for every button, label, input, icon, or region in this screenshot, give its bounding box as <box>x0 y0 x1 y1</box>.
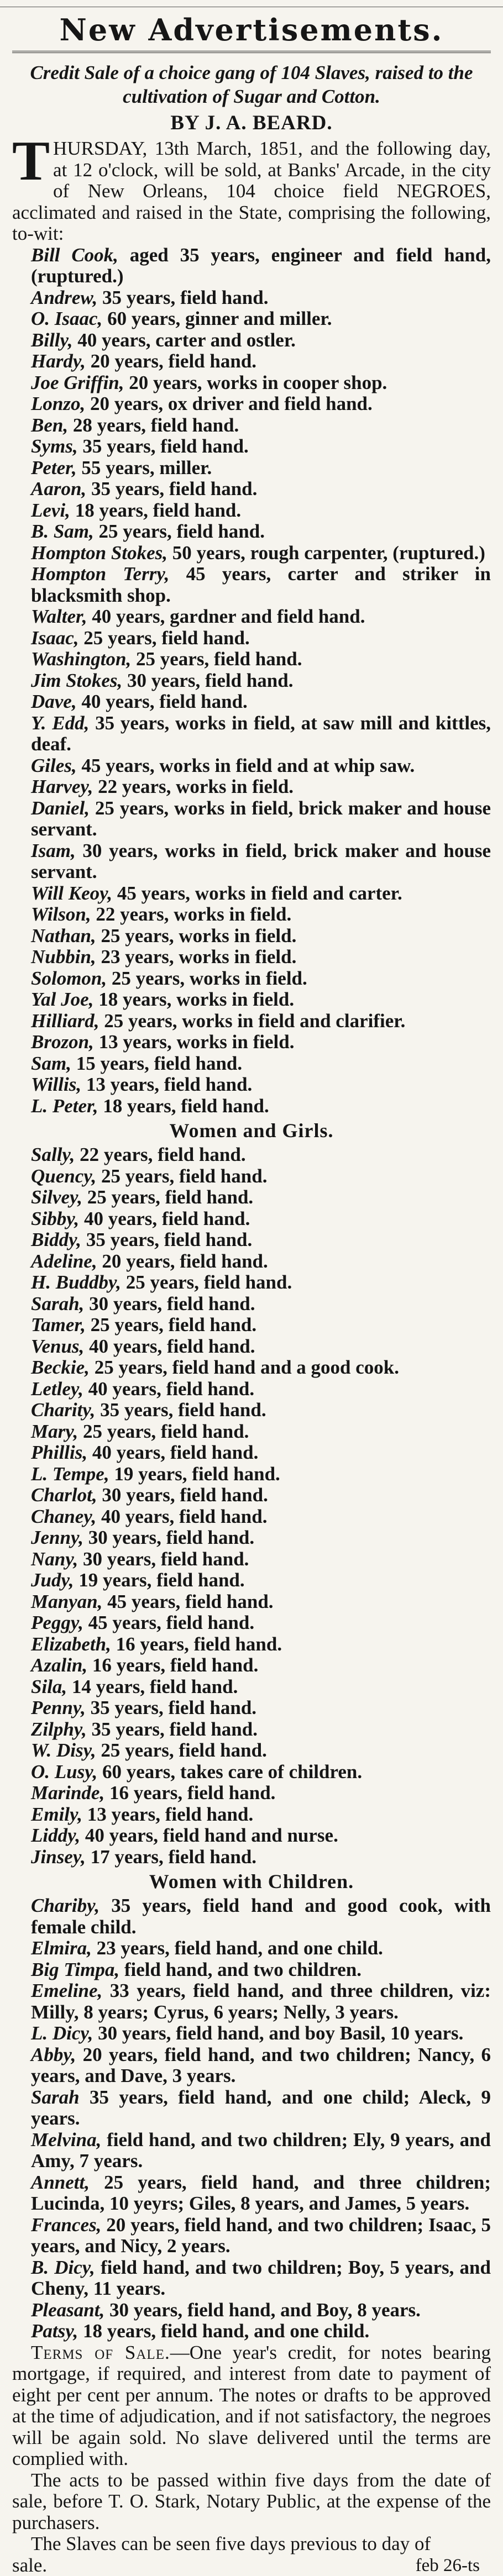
list-item <box>12 670 491 692</box>
person-name: Big Timpa, <box>31 1959 119 1980</box>
person-description: 25 years, works in field and clarifier. <box>99 1010 406 1032</box>
person-name: Elizabeth, <box>31 1633 111 1655</box>
person-description: 40 years, field hand. <box>83 1378 254 1400</box>
list-item <box>12 968 491 990</box>
person-description: 30 years, field hand. <box>83 1527 254 1548</box>
closing-line <box>12 2555 491 2576</box>
person-description: 25 years, field hand. <box>86 1314 256 1336</box>
person-name: Letley, <box>31 1378 83 1400</box>
list-item <box>12 798 491 840</box>
list-item <box>12 1357 491 1379</box>
person-name: Levi, <box>31 500 70 521</box>
list-item <box>12 1379 491 1400</box>
list-item <box>12 2215 491 2257</box>
person-name: Walter, <box>31 606 87 627</box>
list-item <box>12 245 491 287</box>
person-name: Sarah, <box>31 1293 84 1315</box>
person-name: Will Keoy, <box>31 882 112 904</box>
person-name: Lonzo, <box>31 393 85 414</box>
person-description: 20 years, field hand, and two children; Nancy, 6 years, and Dave, 3 years. <box>31 2044 491 2087</box>
list-item <box>12 1272 491 1294</box>
person-description: 25 years, field hand. <box>96 1739 267 1761</box>
person-name: Charlot, <box>31 1484 97 1506</box>
person-description: 23 years, works in field. <box>96 946 297 968</box>
person-description: 25 years, works in field. <box>96 925 297 947</box>
list-item <box>12 1591 491 1613</box>
person-description: 25 years, field hand. <box>121 1271 292 1293</box>
person-name: Silvey, <box>31 1186 82 1208</box>
person-description: 35 years, field hand and good cook, with female child. <box>31 1895 491 1938</box>
person-name: Jenny, <box>31 1527 83 1548</box>
person-description: 19 years, field hand. <box>74 1569 244 1591</box>
person-description: 20 years, ox driver and field hand. <box>85 393 373 414</box>
person-description: field hand, and two children; Boy, 5 years, and Cheny, 11 years. <box>31 2257 491 2300</box>
person-name: Hompton Stokes, <box>31 542 167 564</box>
list-item <box>12 904 491 926</box>
list-item <box>12 1208 491 1230</box>
person-description: 40 years, field hand. <box>77 691 248 712</box>
terms-of-sale <box>12 2342 491 2470</box>
list-item <box>12 1527 491 1549</box>
acts-paragraph: The acts to be passed within five days from the date of sale, before T. O. Stark, Notary Public, at the expense of the purchasers. <box>12 2470 491 2534</box>
person-description: 17 years, field hand. <box>86 1846 256 1868</box>
list-item <box>12 1740 491 1762</box>
person-name: Ben, <box>31 414 68 436</box>
person-description: 25 years, field hand. <box>131 648 302 670</box>
list-item <box>12 2044 491 2087</box>
person-name: Bill Cook, <box>31 244 118 266</box>
person-description: 60 years, takes care of children. <box>97 1761 362 1783</box>
person-name: Nubbin, <box>31 946 96 968</box>
list-item <box>12 1634 491 1655</box>
person-name: Aaron, <box>31 478 86 500</box>
person-description: 50 years, rough carpenter, (ruptured.) <box>167 542 485 564</box>
person-description: 40 years, field hand and nurse. <box>80 1825 338 1846</box>
list-item <box>12 606 491 628</box>
list-item <box>12 1825 491 1847</box>
person-name: Emily, <box>31 1804 82 1825</box>
person-name: Adeline, <box>31 1250 97 1272</box>
opening-paragraph: THURSDAY, 13th March, 1851, and the following day, at 12 o'clock, will be sold, at Banks' Arcade, in the city of New Orleans, 104 choice field NEGROES, acclimated and raised in the State, comprising the following, to-wit: <box>12 138 491 245</box>
person-name: O. Lusy, <box>31 1761 97 1783</box>
person-description: 18 years, field hand, and one child. <box>78 2320 369 2342</box>
person-description: 30 years, field hand, and Boy, 8 years. <box>104 2299 421 2321</box>
person-description: 13 years, works in field. <box>94 1031 295 1053</box>
person-description: 20 years, works in cooper shop. <box>124 372 387 393</box>
list-item <box>12 330 491 351</box>
person-name: Hilliard, <box>31 1010 99 1032</box>
list-item <box>12 989 491 1011</box>
person-name: Solomon, <box>31 968 107 989</box>
person-description: 25 years, field hand. <box>79 627 250 649</box>
list-item <box>12 1074 491 1096</box>
list-item <box>12 1053 491 1075</box>
person-name: Liddy, <box>31 1825 80 1846</box>
person-name: L. Tempe, <box>31 1463 109 1485</box>
person-name: Brozon, <box>31 1031 94 1053</box>
person-description: 22 years, works in field. <box>91 903 292 925</box>
person-name: W. Disy, <box>31 1739 96 1761</box>
person-name: Chaney, <box>31 1506 96 1527</box>
person-name: L. Dicy, <box>31 2022 93 2044</box>
list-item <box>12 1251 491 1273</box>
person-name: Dave, <box>31 691 77 712</box>
person-name: Willis, <box>31 1074 81 1095</box>
person-description: 55 years, miller. <box>77 457 212 479</box>
person-description: 30 years, field hand, and boy Basil, 10 years. <box>93 2022 463 2044</box>
person-description: 30 years, field hand. <box>78 1548 249 1570</box>
list-item <box>12 1336 491 1358</box>
women-heading: Women and Girls. <box>12 1118 491 1143</box>
list-item <box>12 415 491 437</box>
person-description: 19 years, field hand. <box>109 1463 280 1485</box>
person-name: Daniel, <box>31 797 90 819</box>
viewing-paragraph: The Slaves can be seen five days previous to day of <box>12 2533 491 2555</box>
section-masthead: New Advertisements. <box>12 12 491 48</box>
list-item <box>12 543 491 564</box>
person-name: Chariby, <box>31 1895 99 1916</box>
person-name: Pleasant, <box>31 2299 104 2321</box>
person-name: Azalin, <box>31 1654 87 1676</box>
person-name: Isaac, <box>31 627 79 649</box>
person-description: 25 years, field hand, and three children; Lucinda, 10 yeyrs; Giles, 8 years, and James, 5 years. <box>31 2172 491 2215</box>
person-name: Washington, <box>31 648 131 670</box>
person-description: 35 years, field hand. <box>78 435 249 457</box>
list-item <box>12 947 491 968</box>
list-item <box>12 2023 491 2044</box>
person-name: Penny, <box>31 1697 86 1718</box>
person-name: L. Peter, <box>31 1095 98 1117</box>
person-name: Nathan, <box>31 925 96 947</box>
person-description: 35 years, field hand. <box>95 1399 266 1421</box>
person-description: 25 years, field hand. <box>82 1186 253 1208</box>
list-item <box>12 308 491 330</box>
list-item <box>12 713 491 755</box>
person-name: Jim Stokes, <box>31 670 122 691</box>
list-item <box>12 755 491 777</box>
list-item <box>12 1719 491 1741</box>
person-description: 16 years, field hand. <box>104 1782 275 1804</box>
person-name: Melvina, <box>31 2129 101 2151</box>
top-clipped-edge <box>0 0 503 7</box>
person-description: 45 years, works in field and at whip saw. <box>77 755 415 776</box>
person-description: 40 years, field hand. <box>84 1336 255 1357</box>
list-item <box>12 372 491 394</box>
list-item <box>12 2257 491 2300</box>
person-name: Jinsey, <box>31 1846 86 1868</box>
person-description: 25 years, field hand. <box>96 1165 267 1187</box>
person-name: B. Dicy, <box>31 2257 95 2278</box>
person-name: Wilson, <box>31 903 91 925</box>
person-name: Giles, <box>31 755 77 776</box>
person-name: Phillis, <box>31 1442 87 1463</box>
list-item <box>12 1400 491 1421</box>
list-item <box>12 628 491 649</box>
person-description: 40 years, carter and ostler. <box>73 329 296 351</box>
list-item <box>12 1655 491 1676</box>
person-description: 40 years, field hand. <box>96 1506 267 1527</box>
person-description: 25 years, works in field. <box>107 968 307 989</box>
person-name: Sally, <box>31 1144 75 1165</box>
person-name: Hompton Terry, <box>31 563 169 585</box>
list-item <box>12 1938 491 1959</box>
person-name: Emeline, <box>31 1980 102 2001</box>
list-item <box>12 1442 491 1464</box>
person-name: Nany, <box>31 1548 78 1570</box>
advertisement-body <box>12 138 491 2576</box>
person-name: H. Buddby, <box>31 1271 121 1293</box>
list-item <box>12 691 491 713</box>
person-name: Tamer, <box>31 1314 86 1336</box>
person-description: 33 years, field hand, and three children, viz: Milly, 8 years; Cyrus, 6 years; Nelly, 3 years. <box>31 1980 491 2023</box>
masthead-rule <box>12 51 491 53</box>
list-item <box>12 1032 491 1053</box>
list-item <box>12 1315 491 1336</box>
list-item <box>12 840 491 883</box>
list-item <box>12 1895 491 1938</box>
person-description: 40 years, field hand. <box>79 1208 250 1229</box>
person-name: Sam, <box>31 1053 71 1074</box>
person-name: Sibby, <box>31 1208 79 1229</box>
list-item <box>12 1783 491 1804</box>
list-item <box>12 2087 491 2130</box>
list-item <box>12 351 491 372</box>
list-item <box>12 500 491 522</box>
person-description: 35 years, field hand. <box>97 287 268 308</box>
person-description: 45 years, field hand. <box>102 1591 273 1612</box>
person-description: 35 years, field hand. <box>81 1229 252 1250</box>
list-item <box>12 1804 491 1826</box>
person-name: Yal Joe, <box>31 989 93 1010</box>
person-description: 22 years, works in field. <box>93 776 294 797</box>
person-name: Annett, <box>31 2172 90 2193</box>
person-name: Y. Edd, <box>31 712 89 734</box>
person-description: 45 years, carter and striker in blacksmith shop. <box>31 563 491 606</box>
person-name: Judy, <box>31 1569 74 1591</box>
children-heading: Women with Children. <box>12 1869 491 1894</box>
person-description: 22 years, field hand. <box>75 1144 245 1165</box>
person-name: Venus, <box>31 1336 84 1357</box>
person-name: Frances, <box>31 2214 101 2236</box>
list-item <box>12 521 491 543</box>
list-item <box>12 883 491 905</box>
person-name: O. Isaac, <box>31 308 102 329</box>
person-description: 30 years, field hand. <box>84 1293 255 1315</box>
person-description: 25 years, works in field, brick maker and house servant. <box>31 797 491 840</box>
men-list <box>12 245 491 1117</box>
person-description: 20 years, field hand, and two children; Isaac, 5 years, and Nicy, 2 years. <box>31 2214 491 2257</box>
list-item <box>12 436 491 458</box>
terms-label: Terms of Sale. <box>31 2342 170 2363</box>
list-item <box>12 926 491 947</box>
person-name: Patsy, <box>31 2320 78 2342</box>
list-item <box>12 1485 491 1506</box>
person-description: 35 years, field hand, and one child; Aleck, 9 years. <box>31 2086 491 2130</box>
list-item <box>12 2321 491 2342</box>
list-item <box>12 2172 491 2215</box>
person-name: Biddy, <box>31 1229 81 1250</box>
list-item <box>12 1506 491 1528</box>
person-description: field hand, and two children. <box>119 1959 361 1980</box>
person-description: 35 years, works in field, at saw mill and kittles, deaf. <box>31 712 491 755</box>
person-name: Beckie, <box>31 1357 90 1378</box>
mothers-list <box>12 1895 491 2342</box>
auctioneer-byline: BY J. A. BEARD. <box>12 109 491 137</box>
person-description: 25 years, field hand and a good cook. <box>90 1357 399 1378</box>
list-item <box>12 287 491 309</box>
person-name: Quency, <box>31 1165 96 1187</box>
person-description: 23 years, field hand, and one child. <box>92 1937 383 1959</box>
person-description: 30 years, works in field, brick maker and house servant. <box>31 840 491 883</box>
person-description: 45 years, field hand. <box>83 1612 254 1633</box>
person-name: Harvey, <box>31 776 93 797</box>
person-description: 40 years, field hand. <box>87 1442 258 1463</box>
list-item <box>12 1847 491 1868</box>
list-item <box>12 1229 491 1251</box>
list-item <box>12 393 491 415</box>
person-description: 18 years, works in field. <box>93 989 294 1010</box>
list-item <box>12 776 491 798</box>
list-item <box>12 1959 491 1981</box>
person-description: 25 years, field hand. <box>78 1421 249 1442</box>
list-item <box>12 1096 491 1117</box>
terms-text: —One year's credit, for notes bearing mortgage, if required, and interest from date to payment of eight per cent per annum. The notes or drafts to be approved at the time of adjudication, and if not satisfactory, the negroes will be again sold. No slave delivered until the terms are complied with. <box>12 2342 491 2470</box>
list-item <box>12 2130 491 2172</box>
person-description: 16 years, field hand. <box>111 1633 282 1655</box>
person-description: 28 years, field hand. <box>68 414 239 436</box>
advertisement-subhead: Credit Sale of a choice gang of 104 Slaves, raised to the cultivation of Sugar and Cotton. <box>18 61 485 108</box>
list-item <box>12 564 491 606</box>
dateline: feb 26-ts <box>416 2555 491 2576</box>
women-list <box>12 1144 491 1868</box>
person-name: Manyan, <box>31 1591 102 1612</box>
list-item <box>12 1011 491 1032</box>
person-description: 20 years, field hand. <box>86 350 256 372</box>
person-name: Syms, <box>31 435 78 457</box>
list-item <box>12 1676 491 1698</box>
person-description: aged 35 years, engineer and field hand, (ruptured.) <box>31 244 491 287</box>
person-description: 13 years, field hand. <box>82 1804 253 1825</box>
person-description: 30 years, field hand. <box>97 1484 268 1506</box>
person-description: 60 years, ginner and miller. <box>102 308 332 329</box>
person-name: Hardy, <box>31 350 86 372</box>
person-description: 40 years, gardner and field hand. <box>87 606 365 627</box>
person-description: 20 years, field hand. <box>97 1250 268 1272</box>
person-description: 25 years, field hand. <box>94 521 265 542</box>
person-description: 13 years, field hand. <box>81 1074 252 1095</box>
person-description: 35 years, field hand. <box>86 478 257 500</box>
person-description: field hand, and two children; Ely, 9 years, and Amy, 7 years. <box>31 2129 491 2172</box>
person-description: 45 years, works in field and carter. <box>112 882 402 904</box>
person-name: Isam, <box>31 840 76 861</box>
person-name: Sila, <box>31 1676 67 1697</box>
list-item <box>12 1144 491 1166</box>
person-name: Marinde, <box>31 1782 104 1804</box>
person-description: 30 years, field hand. <box>122 670 293 691</box>
list-item <box>12 1762 491 1783</box>
list-item <box>12 1294 491 1315</box>
person-description: 35 years, field hand. <box>87 1718 258 1740</box>
list-item <box>12 1612 491 1634</box>
person-name: Peter, <box>31 457 77 479</box>
person-name: Zilphy, <box>31 1718 87 1740</box>
list-item <box>12 649 491 670</box>
list-item <box>12 1464 491 1485</box>
person-description: 16 years, field hand. <box>87 1654 258 1676</box>
list-item <box>12 1549 491 1570</box>
list-item <box>12 1166 491 1187</box>
list-item <box>12 1570 491 1591</box>
person-name: Peggy, <box>31 1612 83 1633</box>
list-item <box>12 458 491 479</box>
person-description: 18 years, field hand. <box>98 1095 269 1117</box>
person-description: 14 years, field hand. <box>67 1676 238 1697</box>
list-item <box>12 1421 491 1443</box>
person-description: 35 years, field hand. <box>86 1697 256 1718</box>
person-name: Abby, <box>31 2044 76 2065</box>
person-name: Charity, <box>31 1399 95 1421</box>
person-name: Joe Griffin, <box>31 372 124 393</box>
person-name: B. Sam, <box>31 521 94 542</box>
person-name: Billy, <box>31 329 73 351</box>
person-name: Sarah <box>31 2086 80 2108</box>
list-item <box>12 479 491 500</box>
list-item <box>12 1187 491 1208</box>
list-item <box>12 1697 491 1719</box>
list-item <box>12 1980 491 2023</box>
person-name: Elmira, <box>31 1937 92 1959</box>
person-name: Andrew, <box>31 287 97 308</box>
person-name: Mary, <box>31 1421 78 1442</box>
person-description: 18 years, field hand. <box>70 500 241 521</box>
viewing-end: sale. <box>12 2555 47 2576</box>
person-description: 15 years, field hand. <box>71 1053 242 1074</box>
list-item <box>12 2300 491 2321</box>
